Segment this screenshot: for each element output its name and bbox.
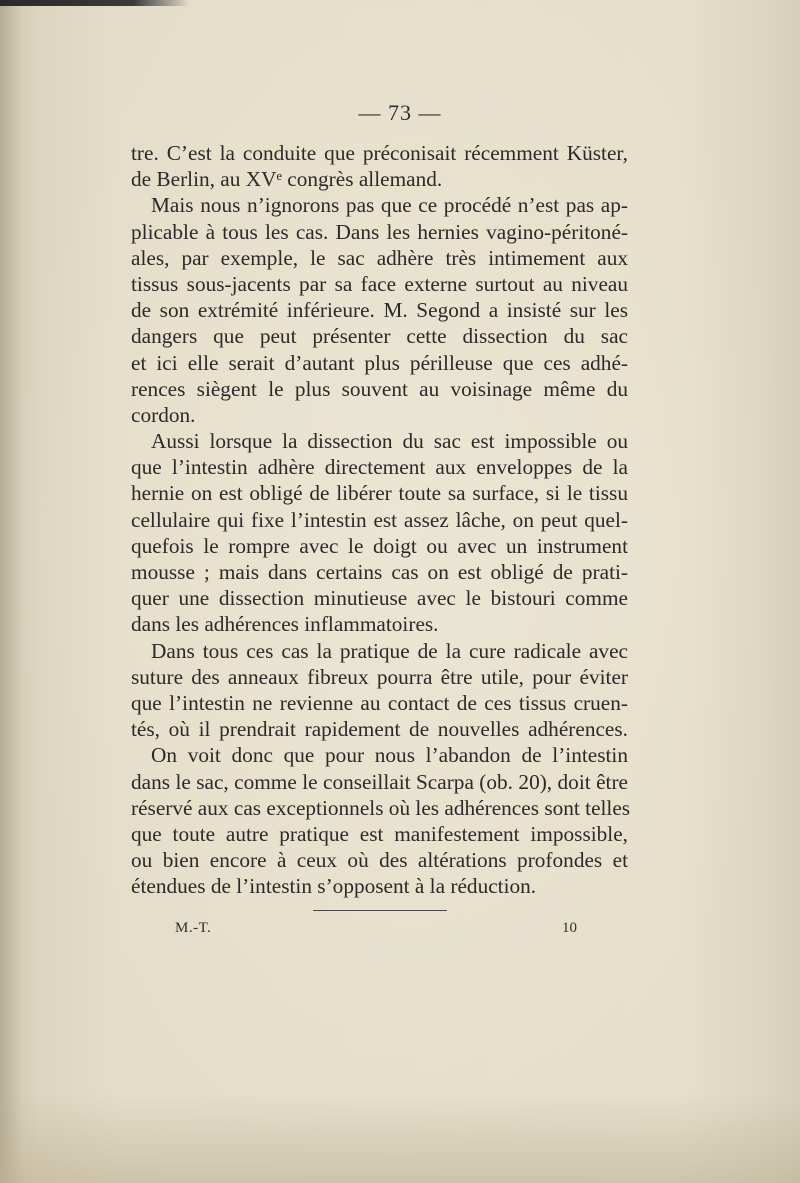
text-line: Mais nous n’ignorons pas que ce procédé n’est pas ap- xyxy=(151,193,628,218)
text-line: mousse ; mais dans certains cas on est obligé de prati- xyxy=(131,560,628,584)
text-line: suture des anneaux fibreux pourra être utile, pour éviter xyxy=(131,664,628,689)
text-line: tissus sous-jacents par sa face externe surtout au niveau xyxy=(131,271,628,296)
text-line: ales, par exemple, le sac adhère très intimement aux xyxy=(131,245,628,270)
text-line: rences siègent le plus souvent au voisinage même du xyxy=(131,376,628,401)
text-line: et ici elle serait d’autant plus périlleuse que ces adhé- xyxy=(131,350,628,375)
text-line: dangers que peut présenter cette dissection du sac xyxy=(131,324,628,349)
text-line: étendues de l’intestin s’opposent à la réduction. xyxy=(131,874,537,899)
text-line: On voit donc que pour nous l’abandon de l’intestin xyxy=(151,743,628,768)
text-line: de Berlin, au XVᵉ congrès allemand. xyxy=(131,167,443,192)
text-line: que l’intestin ne revienne au contact de ces tissus cruen- xyxy=(131,690,628,715)
text-line: que toute autre pratique est manifestement impossible, xyxy=(131,821,628,846)
text-line: dans le sac, comme le conseillait Scarpa (ob. 20), doit être xyxy=(131,769,628,794)
text-line: réservé aux cas exceptionnels où les adhérences sont telles xyxy=(131,795,631,820)
text-line: Aussi lorsque la dissection du sac est impossible ou xyxy=(151,429,628,454)
page-top-edge xyxy=(0,0,190,6)
signature-mark: M.-T. xyxy=(175,920,212,936)
text-line: hernie on est obligé de libérer toute sa surface, si le tissu xyxy=(131,481,628,506)
text-line: cordon. xyxy=(131,402,196,427)
page-bottom-shadow xyxy=(0,1093,800,1183)
text-line: tre. C’est la conduite que préconisait récemment Küster, xyxy=(131,141,628,165)
text-line: ou bien encore à ceux où des altérations profondes et xyxy=(131,848,628,873)
body-text xyxy=(131,140,631,899)
text-line: tés, où il prendrait rapidement de nouvelles adhérences. xyxy=(131,717,628,742)
text-line: Dans tous ces cas la pratique de la cure radicale avec xyxy=(151,638,628,663)
text-line: quer une dissection minutieuse avec le bistouri comme xyxy=(131,586,628,611)
text-line: quefois le rompre avec le doigt ou avec un instrument xyxy=(131,533,628,558)
text-line: cellulaire qui fixe l’intestin est assez lâche, on peut quel- xyxy=(131,507,628,532)
footer-rule xyxy=(313,910,447,911)
sheet-number: 10 xyxy=(562,920,577,936)
text-line: de son extrémité inférieure. M. Segond a insisté sur les xyxy=(131,298,628,323)
page-number: — 73 — xyxy=(358,100,442,125)
text-line: dans les adhérences inflammatoires. xyxy=(131,612,439,637)
page-gutter-shadow xyxy=(0,0,22,1183)
text-line: que l’intestin adhère directement aux enveloppes de la xyxy=(131,455,628,480)
text-line: plicable à tous les cas. Dans les hernies vagino-péritoné- xyxy=(131,219,628,244)
